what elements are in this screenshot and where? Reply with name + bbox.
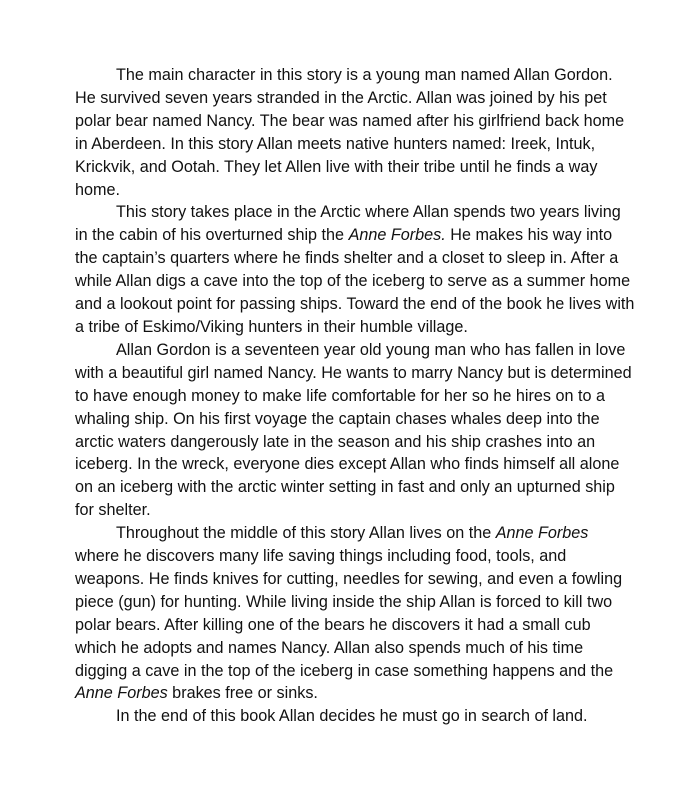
paragraph-1-text: The main character in this story is a young man named Allan Gordon. He survived seven years stranded in the Arctic. Allan was joined by his pet polar bear named Nancy. The bear was named after his girlfriend back home in Aberdeen. In this story Allan meets native hunters named: Ireek, Intuk, Krickvik, and Ootah. They let Allen live with their tribe until he finds a way home. (75, 66, 625, 199)
paragraph-3-text: Allan Gordon is a seventeen year old young man who has fallen in love with a beautiful girl named Nancy. He wants to marry Nancy but is determined to have enough money to make life comfortable for her so he hires on to a whaling ship. On his first voyage the captain chases whales deep into the arctic waters dangerously late in the season and his ship crashes into an iceberg. In the wreck, everyone dies except Allan who finds himself all alone on an iceberg with the arctic winter setting in fast and only an upturned ship for shelter. (75, 340, 632, 520)
paragraph-4 (75, 522, 635, 705)
paragraph-3 (75, 339, 635, 522)
paragraph-4-text-b: where he discovers many life saving things including food, tools, and weapons. He finds knives for cutting, needles for sewing, and even a fowling piece (gun) for hunting. While living inside the ship Allan is forced to kill two polar bears. After killing one of the bears he discovers it had a small cub which he adopts and names Nancy. Allan also spends much of his time digging a cave in the top of the iceberg in case something happens and the (75, 547, 623, 680)
document-page (75, 64, 635, 728)
paragraph-4-ship-name-1: Anne Forbes (495, 524, 589, 543)
paragraph-5 (75, 705, 635, 728)
paragraph-4-text-a: Throughout the middle of this story Allan lives on the (116, 524, 496, 543)
paragraph-4-text-c: brakes free or sinks. (167, 684, 318, 703)
paragraph-2-ship-name: Anne Forbes. (348, 226, 446, 245)
paragraph-4-ship-name-2: Anne Forbes (75, 684, 168, 703)
paragraph-2-text-a: This story takes place in the Arctic where Allan spends two years living in the cabin of his overturned ship the (75, 203, 621, 245)
paragraph-2-text-b: He makes his way into the captain’s quarters where he finds shelter and a closet to sleep in. After a while Allan digs a cave into the top of the iceberg to serve as a summer home and a lookout point for passing ships. Toward the end of the book he lives with a tribe of Eskimo/Viking hunters in their humble village. (75, 226, 635, 336)
paragraph-2 (75, 201, 635, 338)
paragraph-1 (75, 64, 635, 201)
paragraph-5-text: In the end of this book Allan decides he must go in search of land. (116, 707, 588, 726)
